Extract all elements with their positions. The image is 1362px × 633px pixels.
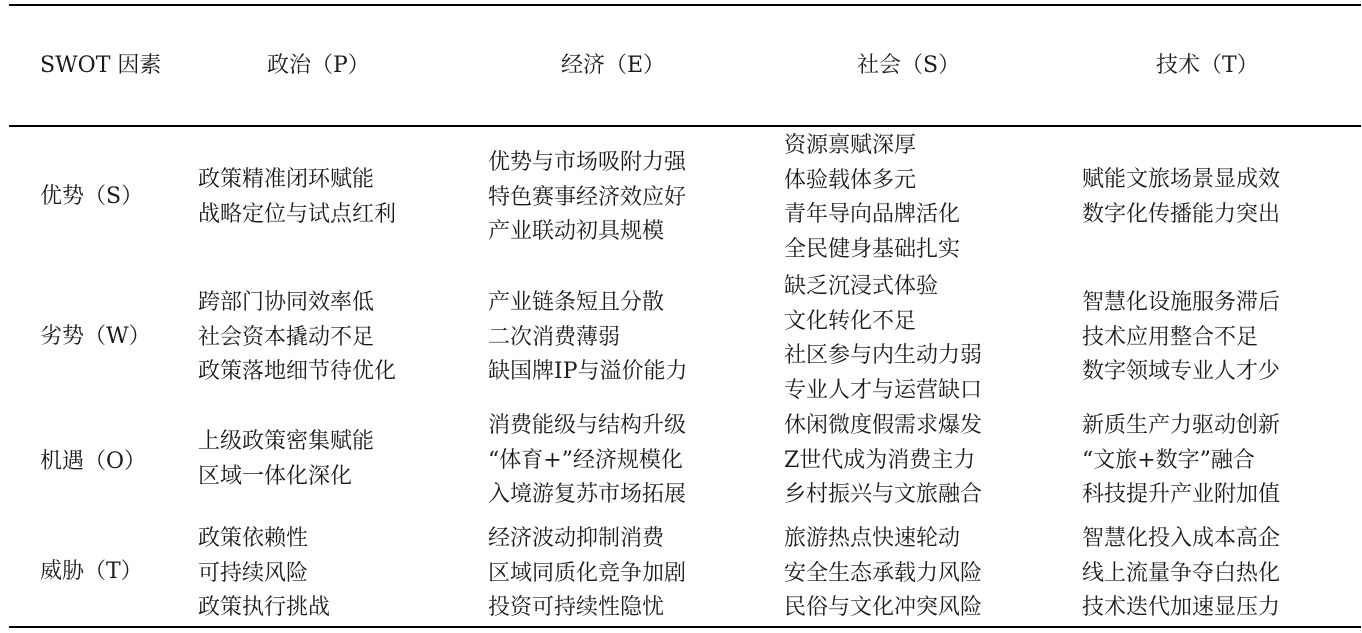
cell-threats-economy — [488, 522, 686, 626]
cell-line: 政策依赖性 — [198, 526, 309, 551]
cell-line: 民俗与文化冲突风险 — [784, 595, 983, 620]
cell-line: 跨部门协同效率低 — [198, 290, 375, 315]
cell-line: 技术迭代加速显压力 — [1082, 595, 1281, 620]
cell-line: 产业链条短且分散 — [488, 290, 665, 315]
cell-line: 资源禀赋深厚 — [784, 133, 917, 158]
cell-line: 消费能级与结构升级 — [488, 413, 687, 438]
swot-pest-table — [9, 4, 1361, 628]
cell-line: 缺国牌IP与溢价能力 — [488, 359, 688, 384]
cell-strengths-politics — [198, 163, 396, 232]
cell-line: 社会资本撬动不足 — [198, 324, 375, 350]
cell-line: 全民健身基础扎实 — [784, 236, 961, 262]
cell-line: 旅游热点快速轮动 — [784, 526, 961, 551]
cell-line: 赋能文旅场景显成效 — [1082, 167, 1281, 192]
cell-opportunities-society — [784, 409, 982, 513]
cell-opportunities-economy — [488, 409, 686, 513]
cell-line: 政策精准闭环赋能 — [198, 167, 375, 192]
cell-line: 科技提升产业附加值 — [1082, 482, 1281, 507]
cell-line: 政策落地细节待优化 — [198, 359, 397, 384]
cell-weaknesses-society — [784, 270, 982, 408]
cell-line: 数字化传播能力突出 — [1082, 201, 1281, 227]
cell-weaknesses-technology — [1082, 286, 1280, 390]
cell-line: 二次消费薄弱 — [488, 324, 621, 350]
cell-line: 缺乏沉浸式体验 — [784, 274, 939, 299]
cell-line: 新质生产力驱动创新 — [1082, 413, 1281, 438]
cell-line: 入境游复苏市场拓展 — [488, 482, 687, 507]
cell-line: 投资可持续性隐忧 — [488, 595, 665, 620]
cell-threats-politics — [198, 522, 330, 626]
row-label-opportunities: 机遇（O） — [40, 449, 147, 474]
cell-line: 战略定位与试点红利 — [198, 201, 397, 227]
header-politics: 政治（P） — [267, 53, 370, 78]
cell-line: 体验载体多元 — [784, 167, 917, 193]
cell-line: 社区参与内生动力弱 — [784, 343, 983, 368]
cell-line: 经济波动抑制消费 — [488, 526, 665, 551]
cell-line: 智慧化设施服务滞后 — [1082, 290, 1281, 315]
cell-line: 休闲微度假需求爆发 — [784, 413, 983, 438]
table-row-threats — [9, 516, 1361, 628]
cell-line: 技术应用整合不足 — [1082, 324, 1259, 350]
cell-line: 可持续风险 — [198, 560, 309, 586]
cell-line: 政策执行挑战 — [198, 595, 331, 620]
cell-strengths-society — [784, 129, 960, 267]
row-label-weaknesses: 劣势（W） — [40, 324, 151, 349]
cell-opportunities-technology — [1082, 409, 1280, 513]
table-row-strengths — [9, 127, 1361, 270]
header-society: 社会（S） — [857, 53, 961, 78]
table-row-weaknesses — [9, 270, 1361, 409]
header-swot-factor: SWOT 因素 — [40, 53, 162, 78]
row-label-threats: 威胁（T） — [40, 559, 143, 584]
header-economy: 经济（E） — [561, 53, 666, 78]
table-header-row — [9, 6, 1361, 127]
cell-line: 乡村振兴与文旅融合 — [784, 482, 983, 507]
cell-line: 区域一体化深化 — [198, 463, 353, 489]
cell-line: 上级政策密集赋能 — [198, 429, 375, 454]
cell-opportunities-politics — [198, 425, 374, 494]
cell-line: “体育+”经济规模化 — [488, 447, 683, 473]
cell-line: 产业联动初具规模 — [488, 219, 665, 244]
cell-strengths-technology — [1082, 163, 1280, 232]
cell-line: 安全生态承载力风险 — [784, 560, 983, 586]
header-technology: 技术（T） — [1156, 53, 1259, 78]
cell-threats-society — [784, 522, 982, 626]
cell-line: 线上流量争夺白热化 — [1082, 560, 1281, 586]
cell-weaknesses-economy — [488, 286, 688, 390]
cell-line: “文旅+数字”融合 — [1082, 447, 1255, 473]
cell-line: 专业人才与运营缺口 — [784, 377, 983, 403]
cell-strengths-economy — [488, 146, 686, 250]
cell-line: 区域同质化竞争加剧 — [488, 560, 687, 586]
cell-line: 青年导向品牌活化 — [784, 202, 961, 227]
cell-threats-technology — [1082, 522, 1280, 626]
row-label-strengths: 优势（S） — [40, 184, 144, 209]
cell-line: 文化转化不足 — [784, 308, 917, 334]
cell-line: 特色赛事经济效应好 — [488, 184, 687, 210]
cell-weaknesses-politics — [198, 286, 396, 390]
table-row-opportunities — [9, 409, 1361, 516]
cell-line: 优势与市场吸附力强 — [488, 150, 687, 175]
cell-line: 智慧化投入成本高企 — [1082, 526, 1281, 551]
cell-line: 数字领域专业人才少 — [1082, 359, 1281, 384]
cell-line: Z世代成为消费主力 — [784, 447, 976, 473]
